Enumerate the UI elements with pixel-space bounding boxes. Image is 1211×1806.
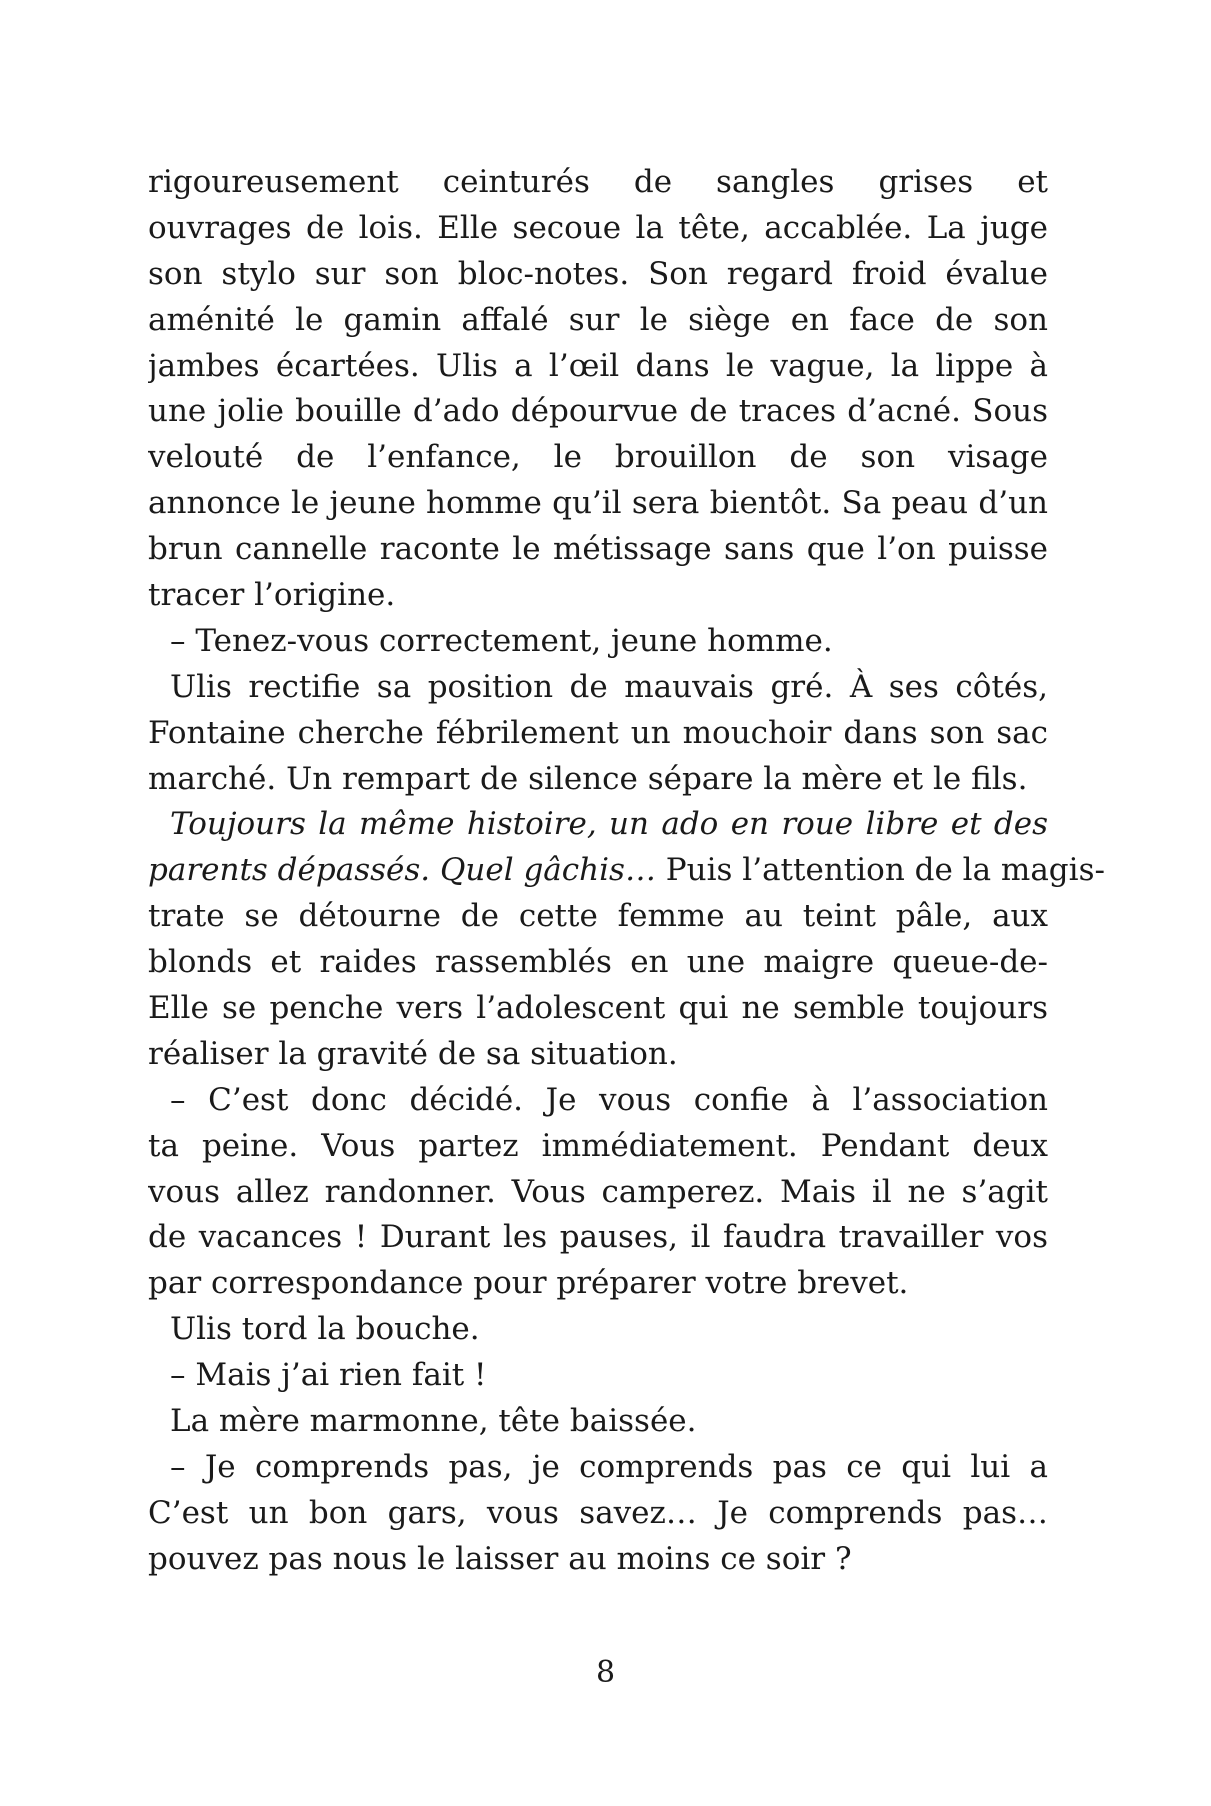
text-line: La mère marmonne, tête baissée. (170, 1403, 697, 1440)
text-line: vous allez randonner. Vous camperez. Mais il ne s’agit (148, 1173, 1048, 1210)
text-line: tracer l’origine. (148, 577, 396, 614)
text-line: Fontaine cherche fébrilement un mouchoir dans son sac (148, 714, 1048, 751)
text-line: Elle se penche vers l’adolescent qui ne semble toujours (148, 990, 1048, 1027)
dialogue-line: – Tenez-vous correctement, jeune homme. (170, 622, 833, 659)
text-line: Ulis rectifie sa position de mauvais gré. À ses côtés, (170, 668, 1048, 705)
text-line: velouté de l’enfance, le brouillon de son visage (148, 439, 1048, 476)
text-line: marché. Un rempart de silence sépare la mère et le fils. (148, 760, 1028, 797)
text-line: ouvrages de lois. Elle secoue la tête, accablée. La juge (148, 209, 1048, 246)
text-line: pouvez pas nous le laisser au moins ce soir ? (148, 1540, 852, 1577)
text-line: son stylo sur son bloc-notes. Son regard froid évalue (148, 255, 1048, 292)
dialogue-line: – Mais j’ai rien fait ! (170, 1357, 487, 1394)
text-line: aménité le gamin affalé sur le siège en face de son (148, 301, 1048, 338)
roman-segment: Puis l’attention de la magis- (655, 852, 1105, 889)
italic-text-line: Toujours la même histoire, un ado en roue libre et des (170, 806, 1048, 843)
text-line: Ulis tord la bouche. (170, 1311, 480, 1348)
page-number: 8 (595, 1655, 616, 1690)
text-line: par correspondance pour préparer votre brevet. (148, 1265, 909, 1302)
dialogue-line: – Je comprends pas, je comprends pas ce qui lui a (170, 1448, 1048, 1485)
text-line: annonce le jeune homme qu’il sera bientôt. Sa peau d’un (148, 485, 1048, 522)
text-line: C’est un bon gars, vous savez… Je comprends pas… (148, 1494, 1048, 1531)
italic-segment: parents dépassés. Quel gâchis… (148, 852, 656, 889)
body-text (148, 160, 1105, 1583)
text-line: blonds et raides rassemblés en une maigre queue-de- (148, 944, 1048, 981)
text-line: de vacances ! Durant les pauses, il faudra travailler vos (148, 1219, 1048, 1256)
text-line: brun cannelle raconte le métissage sans que l’on puisse (148, 531, 1048, 568)
text-line: ta peine. Vous partez immédiatement. Pendant deux (148, 1127, 1048, 1164)
dialogue-line: – C’est donc décidé. Je vous confie à l’association (170, 1081, 1048, 1118)
text-line: rigoureusement ceinturés de sangles grises et (148, 164, 1048, 200)
text-line: trate se détourne de cette femme au teint pâle, aux (148, 898, 1048, 935)
text-line: réaliser la gravité de sa situation. (148, 1035, 678, 1072)
text-line: jambes écartées. Ulis a l’œil dans le vague, la lippe à (148, 347, 1048, 384)
text-line: une jolie bouille d’ado dépourvue de traces d’acné. Sous (148, 393, 1048, 430)
mixed-text-line (148, 848, 1105, 894)
